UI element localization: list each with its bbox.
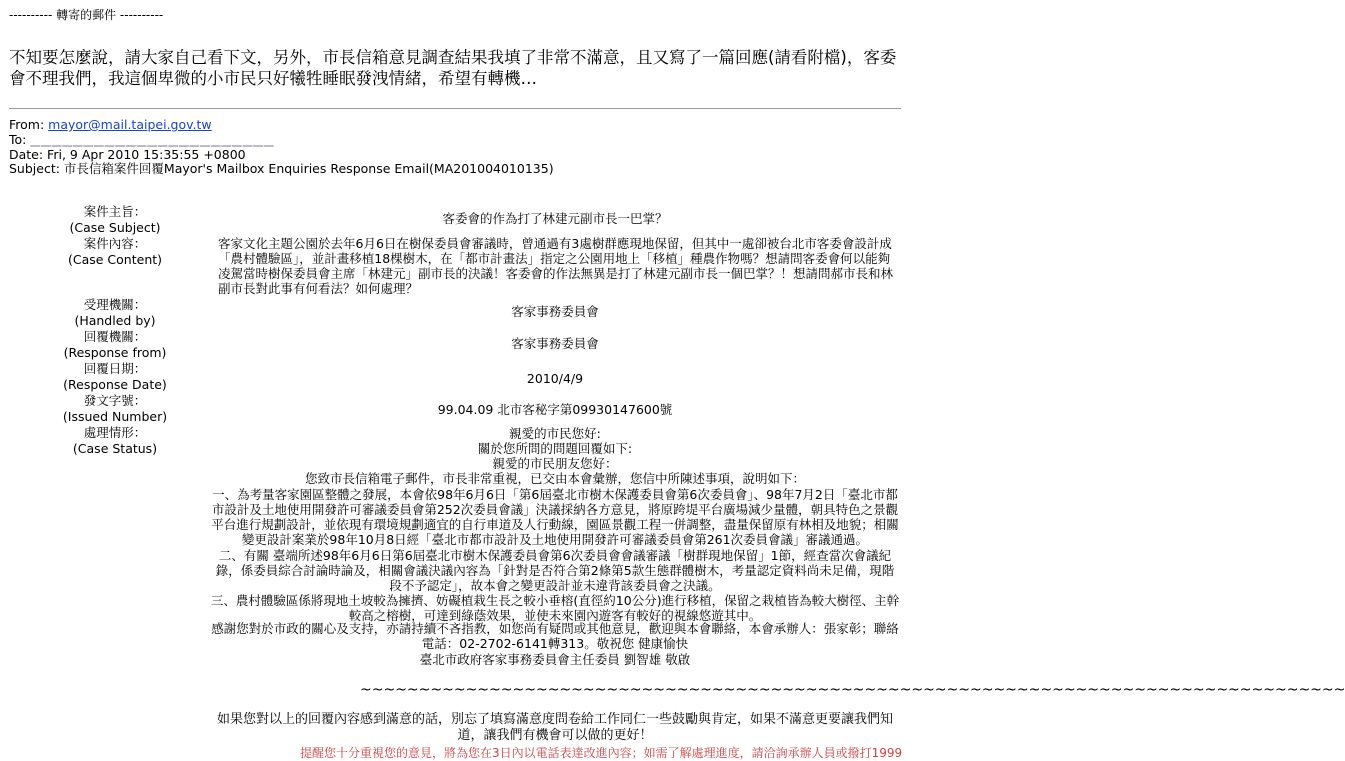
survey-footer: 如果您對以上的回覆內容感到滿意的話，別忘了填寫滿意度問卷給工作同仁一些鼓勵與肯定，如果不滿意更要讓我們知道，讓我們有機會可以做的更好！ — [216, 712, 893, 743]
status-paragraph-thanks: 感謝您對於市政的關心及支持，亦請持續不吝指教，如您尚有疑問或其他意見，歡迎與本會聯絡，本會承辦人：張家彰；聯絡電話：02-2702-6141轉313。敬祝您 健康愉快 — [211, 621, 899, 651]
from-line — [9, 117, 212, 132]
status-greeting-1: 親愛的市民您好: — [509, 426, 601, 441]
case-subject-label: 案件主旨： (Case Subject) — [69, 204, 161, 235]
status-paragraph-1: 一、為考量客家園區整體之發展，本會依98年6月6日「第6屆臺北市樹木保護委員會第6次委員會」、98年7月2日「臺北市都市設計及土地使用開發許可審議委員會第252次委員會議」決議採納各方意見，將原跨堤平台廣場減少量體，朝具特色之景觀平台進行規劃設計，並依現有環境規劃適宜的自行車道及人行動線，園區景觀工程一併調整，盡量保留原有林相及地貌；相關變更設計案業於98年10月8日經「臺北市都市設計及土地使用開發許可審議委員會第261次委員會議」審議通過。 — [211, 487, 899, 547]
handled-by-value: 客家事務委員會 — [511, 304, 599, 319]
date-line: Date: Fri, 9 Apr 2010 15:35:55 +0800 — [9, 147, 246, 162]
to-line — [9, 132, 274, 147]
response-from-label: 回覆機關： (Response from) — [63, 329, 167, 360]
handled-by-label: 受理機關： (Handled by) — [74, 297, 156, 328]
status-paragraph-intro: 您致市長信箱電子郵件，市長非常重視，已交由本會彙辦，您信中所陳述事項，說明如下： — [304, 471, 805, 486]
status-greeting-3: 親愛的市民朋友您好： — [492, 456, 618, 471]
divider-tildes: ~~~~~~~~~~~~~~~~~~~~~~~~~~~~~~~~~~~~~~~~~~~~~~~~~~~~~~~~~~~~~~~~~~~~~~~~~~~~~~~~~~~~ — [360, 682, 1345, 698]
issued-number-label: 發文字號： (Issued Number) — [62, 393, 168, 424]
to-label: To: — [9, 132, 31, 147]
case-content-value: 客家文化主題公園於去年6月6日在樹保委員會審議時，曾通過有3處樹群應現地保留，但其中一處卻被台北市客委會設計成「農村體驗區」，並計畫移植18棵樹木，在「都市計畫法」指定之公園用地上「移植」種農作物嗎？想請問客委會何以能夠凌駕當時樹保委員會主席「林建元」副市長的決議！客委會的作法無異是打了林建元副市長一個巴掌？！想請問郝市長和林副市長對此事有何看法？如何處理？ — [218, 236, 894, 296]
status-paragraph-2: 二、有關 臺端所述98年6月6日第6屆臺北市樹木保護委員會第6次委員會會議審議「樹群現地保留」1節，經查當次會議紀錄，係委員綜合討論時論及，相關會議決議內容為「針對是否符合第2條第5款生態群體樹木，考量認定資料尚未足備，現階段不予認定」，故本會之變更設計並未違背該委員會之決議。 — [215, 548, 895, 593]
from-email-link[interactable]: mayor@mail.taipei.gov.tw — [48, 117, 212, 132]
status-paragraph-3: 三、農村體驗區係將現地土坡較為擁擠、妨礙植栽生長之較小垂榕(直徑約10公分)進行移植，保留之栽植皆為較大樹徑、主幹較高之榕樹，可達到綠蔭效果，並使未來園內遊客有較好的視線悠遊其中。 — [210, 593, 900, 623]
case-subject-value: 客委會的作為打了林建元副市長一巴掌？ — [442, 211, 668, 226]
header-divider — [9, 108, 901, 109]
response-from-value: 客家事務委員會 — [511, 336, 599, 351]
intro-message: 不知要怎麼說，請大家自己看下文，另外，市長信箱意見調查結果我填了非常不滿意，且又寫了一篇回應(請看附檔)，客委會不理我們，我這個卑微的小市民只好犧牲睡眠發洩情緒，希望有轉機… — [9, 48, 897, 88]
issued-number-value: 99.04.09 北市客秘字第09930147600號 — [437, 402, 673, 417]
subject-line: Subject: 市長信箱案件回覆Mayor's Mailbox Enquiries Response Email(MA201004010135) — [9, 161, 554, 176]
status-greeting-2: 關於您所問的問題回覆如下: — [477, 441, 633, 456]
status-signature: 臺北市政府客家事務委員會主任委員 劉智雄 敬啟 — [419, 652, 691, 667]
case-status-label: 處理情形： (Case Status) — [72, 425, 158, 456]
forwarded-banner: ---------- 轉寄的郵件 ---------- — [9, 8, 164, 22]
footer-cutoff-note: 提醒您十分重視您的意見，將為您在3日內以電話表達改進內容；如需了解處理進度，請洽詢承辦人員或撥打1999 — [300, 746, 903, 760]
response-date-value: 2010/4/9 — [526, 371, 584, 386]
response-date-label: 回覆日期： (Response Date) — [63, 361, 167, 392]
redacted-recipient: ▁▁▁▁▁▁▁▁▁▁▁▁▁▁▁▁▁▁▁▁▁▁▁ — [30, 132, 275, 147]
from-label: From: — [9, 117, 49, 132]
case-content-label: 案件內容： (Case Content) — [67, 236, 163, 267]
